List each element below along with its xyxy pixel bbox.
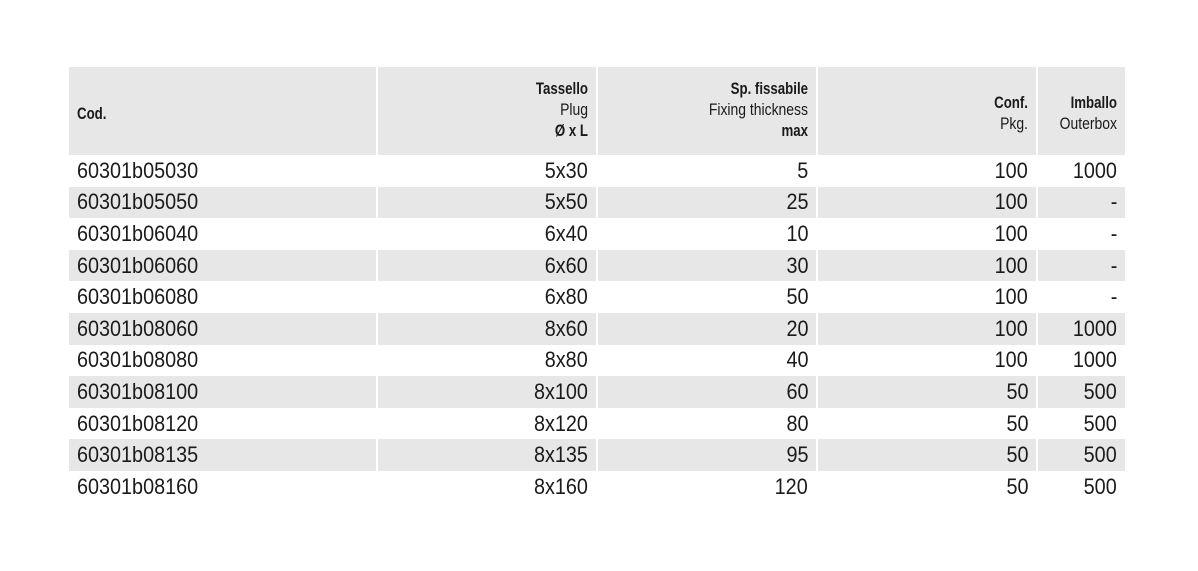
header-row [69, 67, 1125, 155]
header-box-title: Imballo [1070, 93, 1117, 112]
cell-fixing-thickness-text: 30 [785, 252, 808, 278]
cell-code [69, 376, 377, 408]
cell-plug-size-text: 6x80 [545, 284, 588, 310]
header-pkg-subtitle: Pkg. [1000, 114, 1028, 133]
cell-pkg-qty [817, 408, 1037, 440]
cell-plug-size-text: 8x80 [545, 347, 588, 373]
cell-code-text: 60301b06080 [77, 284, 199, 310]
header-box-subtitle: Outerbox [1059, 114, 1117, 133]
cell-code [69, 155, 377, 187]
cell-code [69, 408, 377, 440]
cell-plug-size-text: 8x60 [545, 315, 588, 341]
cell-code [69, 439, 377, 471]
cell-pkg-qty [817, 155, 1037, 187]
product-table [69, 67, 1125, 503]
header-thickness [597, 67, 817, 155]
header-pkg-title: Conf. [994, 93, 1028, 112]
cell-plug-size-text: 8x100 [534, 378, 588, 404]
cell-code [69, 218, 377, 250]
table-row [69, 313, 1125, 345]
cell-fixing-thickness-text: 40 [785, 347, 808, 373]
cell-plug-size-text: 8x160 [534, 473, 588, 499]
cell-code [69, 471, 377, 503]
header-code-label: Cod. [77, 103, 107, 123]
cell-code [69, 250, 377, 282]
cell-plug-size-text: 5x30 [545, 157, 588, 183]
table-row [69, 408, 1125, 440]
header-plug-unit: Ø x L [554, 121, 588, 140]
cell-plug-size-text: 6x40 [545, 220, 588, 246]
cell-pkg-qty [817, 218, 1037, 250]
cell-pkg-qty-text: 100 [994, 252, 1028, 278]
table-row [69, 250, 1125, 282]
cell-outerbox-qty [1037, 281, 1125, 313]
cell-outerbox-qty-text: 500 [1083, 442, 1117, 468]
cell-code-text: 60301b06040 [77, 220, 199, 246]
cell-outerbox-qty-text: 500 [1083, 378, 1117, 404]
cell-fixing-thickness [597, 155, 817, 187]
cell-pkg-qty [817, 313, 1037, 345]
cell-plug-size-text: 8x135 [534, 442, 588, 468]
cell-code-text: 60301b08135 [77, 442, 199, 468]
table-row [69, 155, 1125, 187]
header-code [69, 67, 377, 155]
cell-fixing-thickness-text: 80 [785, 410, 808, 436]
table-row [69, 218, 1125, 250]
cell-fixing-thickness [597, 439, 817, 471]
cell-outerbox-qty-text: - [1110, 284, 1117, 310]
cell-plug-size-text: 5x50 [545, 189, 588, 215]
header-thickness-subtitle: Fixing thickness [708, 100, 808, 119]
header-thickness-title: Sp. fissabile [730, 79, 808, 98]
cell-plug-size [377, 471, 597, 503]
cell-code [69, 187, 377, 219]
cell-plug-size-text: 6x60 [545, 252, 588, 278]
cell-pkg-qty-text: 100 [994, 347, 1028, 373]
cell-outerbox-qty [1037, 218, 1125, 250]
cell-outerbox-qty [1037, 187, 1125, 219]
cell-code [69, 281, 377, 313]
cell-fixing-thickness-text: 10 [785, 220, 808, 246]
cell-pkg-qty-text: 100 [994, 220, 1028, 246]
cell-plug-size [377, 281, 597, 313]
cell-plug-size [377, 439, 597, 471]
cell-pkg-qty-text: 50 [1005, 442, 1028, 468]
table-row [69, 439, 1125, 471]
cell-pkg-qty [817, 250, 1037, 282]
cell-plug-size-text: 8x120 [534, 410, 588, 436]
header-plug [377, 67, 597, 155]
cell-fixing-thickness [597, 281, 817, 313]
cell-code-text: 60301b08120 [77, 410, 199, 436]
cell-plug-size [377, 376, 597, 408]
cell-code [69, 345, 377, 377]
cell-code [69, 313, 377, 345]
cell-fixing-thickness [597, 250, 817, 282]
table-body [69, 155, 1125, 503]
cell-fixing-thickness [597, 345, 817, 377]
cell-fixing-thickness-text: 95 [785, 442, 808, 468]
cell-code-text: 60301b08060 [77, 315, 199, 341]
cell-code-text: 60301b05030 [77, 157, 199, 183]
table-row [69, 376, 1125, 408]
cell-outerbox-qty-text: 1000 [1072, 157, 1117, 183]
header-thickness-max: max [781, 121, 808, 140]
cell-plug-size [377, 408, 597, 440]
header-box [1037, 67, 1125, 155]
cell-fixing-thickness [597, 313, 817, 345]
cell-fixing-thickness [597, 376, 817, 408]
cell-fixing-thickness-text: 25 [785, 189, 808, 215]
cell-outerbox-qty [1037, 408, 1125, 440]
cell-fixing-thickness [597, 408, 817, 440]
cell-fixing-thickness-text: 5 [796, 157, 808, 183]
cell-outerbox-qty [1037, 250, 1125, 282]
cell-code-text: 60301b06060 [77, 252, 199, 278]
cell-outerbox-qty [1037, 376, 1125, 408]
cell-fixing-thickness [597, 187, 817, 219]
cell-plug-size [377, 250, 597, 282]
cell-pkg-qty [817, 376, 1037, 408]
cell-fixing-thickness-text: 20 [785, 315, 808, 341]
cell-pkg-qty [817, 187, 1037, 219]
cell-outerbox-qty-text: - [1110, 189, 1117, 215]
header-plug-title: Tassello [535, 79, 588, 98]
cell-fixing-thickness-text: 50 [785, 284, 808, 310]
cell-outerbox-qty-text: 500 [1083, 410, 1117, 436]
cell-code-text: 60301b08080 [77, 347, 199, 373]
cell-pkg-qty-text: 100 [994, 315, 1028, 341]
cell-pkg-qty-text: 50 [1005, 378, 1028, 404]
cell-outerbox-qty-text: 1000 [1072, 315, 1117, 341]
cell-code-text: 60301b08160 [77, 473, 199, 499]
cell-pkg-qty-text: 100 [994, 284, 1028, 310]
cell-fixing-thickness-text: 60 [785, 378, 808, 404]
cell-fixing-thickness [597, 218, 817, 250]
cell-pkg-qty [817, 471, 1037, 503]
cell-outerbox-qty-text: 500 [1083, 473, 1117, 499]
cell-pkg-qty-text: 50 [1005, 473, 1028, 499]
cell-code-text: 60301b05050 [77, 189, 199, 215]
header-pkg [817, 67, 1037, 155]
table-row [69, 345, 1125, 377]
cell-plug-size [377, 313, 597, 345]
cell-outerbox-qty [1037, 439, 1125, 471]
cell-plug-size [377, 187, 597, 219]
cell-pkg-qty-text: 100 [994, 189, 1028, 215]
cell-outerbox-qty [1037, 471, 1125, 503]
cell-pkg-qty [817, 281, 1037, 313]
cell-outerbox-qty-text: - [1110, 252, 1117, 278]
product-table-container [69, 67, 1125, 503]
table-header [69, 67, 1125, 155]
cell-outerbox-qty-text: - [1110, 220, 1117, 246]
cell-fixing-thickness [597, 471, 817, 503]
table-row [69, 187, 1125, 219]
cell-outerbox-qty [1037, 345, 1125, 377]
cell-plug-size [377, 155, 597, 187]
cell-outerbox-qty [1037, 155, 1125, 187]
cell-outerbox-qty-text: 1000 [1072, 347, 1117, 373]
cell-outerbox-qty [1037, 313, 1125, 345]
cell-pkg-qty-text: 100 [994, 157, 1028, 183]
cell-plug-size [377, 345, 597, 377]
table-row [69, 471, 1125, 503]
cell-pkg-qty-text: 50 [1005, 410, 1028, 436]
cell-code-text: 60301b08100 [77, 378, 199, 404]
header-plug-subtitle: Plug [560, 100, 588, 119]
cell-pkg-qty [817, 439, 1037, 471]
table-row [69, 281, 1125, 313]
cell-plug-size [377, 218, 597, 250]
cell-pkg-qty [817, 345, 1037, 377]
cell-fixing-thickness-text: 120 [774, 473, 808, 499]
